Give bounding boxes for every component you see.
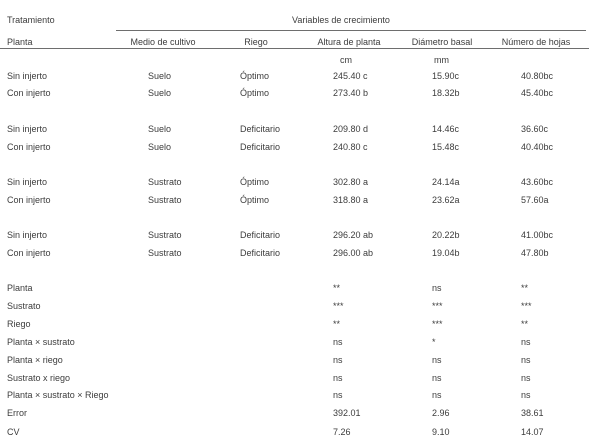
stat-label: Error bbox=[7, 408, 27, 418]
stat-diametro: ns bbox=[432, 283, 442, 293]
cell-riego: Deficitario bbox=[240, 230, 281, 240]
cell-altura: 318.80 a bbox=[333, 195, 369, 205]
stat-diametro: *** bbox=[432, 301, 443, 311]
cell-riego: Deficitario bbox=[240, 248, 281, 258]
stat-label: Riego bbox=[7, 319, 31, 329]
stat-label: Planta bbox=[7, 283, 33, 293]
stat-altura: ** bbox=[333, 283, 341, 293]
stat-label: Planta × sustrato × Riego bbox=[7, 390, 109, 400]
stat-label: CV bbox=[7, 427, 20, 437]
stat-altura: ns bbox=[333, 390, 343, 400]
stat-hojas: ** bbox=[521, 319, 529, 329]
cell-altura: 302.80 a bbox=[333, 177, 369, 187]
cell-hojas: 45.40bc bbox=[521, 88, 554, 98]
stat-altura: ns bbox=[333, 373, 343, 383]
cell-altura: 240.80 c bbox=[333, 142, 368, 152]
cell-diametro: 15.90c bbox=[432, 71, 460, 81]
unit-altura: cm bbox=[340, 55, 352, 65]
cell-diametro: 14.46c bbox=[432, 124, 460, 134]
header-planta: Planta bbox=[7, 37, 33, 47]
cell-planta: Sin injerto bbox=[7, 124, 48, 134]
stat-diametro: ns bbox=[432, 355, 442, 365]
cell-riego: Deficitario bbox=[240, 124, 281, 134]
cell-diametro: 20.22b bbox=[432, 230, 460, 240]
header-altura: Altura de planta bbox=[317, 37, 381, 47]
cell-medio: Suelo bbox=[148, 71, 172, 81]
cell-medio: Sustrato bbox=[148, 248, 182, 258]
cell-medio: Sustrato bbox=[148, 177, 182, 187]
cell-riego: Deficitario bbox=[240, 142, 281, 152]
stat-hojas: 38.61 bbox=[521, 408, 544, 418]
cell-medio: Sustrato bbox=[148, 230, 182, 240]
header-variables: Variables de crecimiento bbox=[292, 15, 390, 25]
cell-planta: Con injerto bbox=[7, 88, 51, 98]
stat-altura: 7.26 bbox=[333, 427, 351, 437]
cell-riego: Óptimo bbox=[240, 71, 270, 81]
cell-altura: 245.40 c bbox=[333, 71, 368, 81]
stat-altura: ** bbox=[333, 319, 341, 329]
cell-planta: Sin injerto bbox=[7, 177, 48, 187]
header-riego: Riego bbox=[244, 37, 268, 47]
header-medio: Medio de cultivo bbox=[130, 37, 196, 47]
cell-planta: Con injerto bbox=[7, 142, 51, 152]
stat-diametro: ns bbox=[432, 373, 442, 383]
cell-diametro: 24.14a bbox=[432, 177, 460, 187]
header-tratamiento: Tratamiento bbox=[7, 15, 55, 25]
cell-altura: 296.00 ab bbox=[333, 248, 374, 258]
cell-hojas: 41.00bc bbox=[521, 230, 554, 240]
stat-diametro: 9.10 bbox=[432, 427, 450, 437]
cell-medio: Suelo bbox=[148, 124, 172, 134]
stat-hojas: ns bbox=[521, 373, 531, 383]
stat-hojas: ns bbox=[521, 390, 531, 400]
cell-riego: Óptimo bbox=[240, 88, 270, 98]
header-subrule bbox=[116, 30, 586, 31]
cell-riego: Óptimo bbox=[240, 177, 270, 187]
stat-label: Planta × sustrato bbox=[7, 337, 75, 347]
cell-medio: Suelo bbox=[148, 142, 172, 152]
cell-diametro: 23.62a bbox=[432, 195, 460, 205]
cell-riego: Óptimo bbox=[240, 195, 270, 205]
header-rule bbox=[0, 48, 589, 49]
unit-diametro: mm bbox=[434, 55, 449, 65]
stat-diametro: * bbox=[432, 337, 436, 347]
cell-diametro: 18.32b bbox=[432, 88, 460, 98]
header-hojas: Número de hojas bbox=[501, 37, 571, 47]
stat-diametro: 2.96 bbox=[432, 408, 450, 418]
cell-hojas: 40.40bc bbox=[521, 142, 554, 152]
cell-altura: 209.80 d bbox=[333, 124, 369, 134]
cell-medio: Sustrato bbox=[148, 195, 182, 205]
stat-altura: ns bbox=[333, 355, 343, 365]
stat-hojas: ns bbox=[521, 355, 531, 365]
stat-altura: *** bbox=[333, 301, 344, 311]
cell-planta: Con injerto bbox=[7, 248, 51, 258]
cell-diametro: 15.48c bbox=[432, 142, 460, 152]
stat-diametro: *** bbox=[432, 319, 443, 329]
stat-diametro: ns bbox=[432, 390, 442, 400]
stat-hojas: ns bbox=[521, 337, 531, 347]
stat-hojas: ** bbox=[521, 283, 529, 293]
cell-medio: Suelo bbox=[148, 88, 172, 98]
cell-planta: Sin injerto bbox=[7, 71, 48, 81]
header-diametro: Diámetro basal bbox=[411, 37, 473, 47]
stat-label: Planta × riego bbox=[7, 355, 63, 365]
cell-hojas: 43.60bc bbox=[521, 177, 554, 187]
cell-hojas: 40.80bc bbox=[521, 71, 554, 81]
cell-planta: Con injerto bbox=[7, 195, 51, 205]
cell-hojas: 47.80b bbox=[521, 248, 549, 258]
stat-hojas: *** bbox=[521, 301, 532, 311]
cell-hojas: 36.60c bbox=[521, 124, 549, 134]
cell-altura: 273.40 b bbox=[333, 88, 369, 98]
stat-hojas: 14.07 bbox=[521, 427, 544, 437]
stat-altura: 392.01 bbox=[333, 408, 361, 418]
cell-hojas: 57.60a bbox=[521, 195, 549, 205]
cell-diametro: 19.04b bbox=[432, 248, 460, 258]
stat-altura: ns bbox=[333, 337, 343, 347]
stat-label: Sustrato bbox=[7, 301, 41, 311]
cell-altura: 296.20 ab bbox=[333, 230, 374, 240]
cell-planta: Sin injerto bbox=[7, 230, 48, 240]
stat-label: Sustrato x riego bbox=[7, 373, 71, 383]
